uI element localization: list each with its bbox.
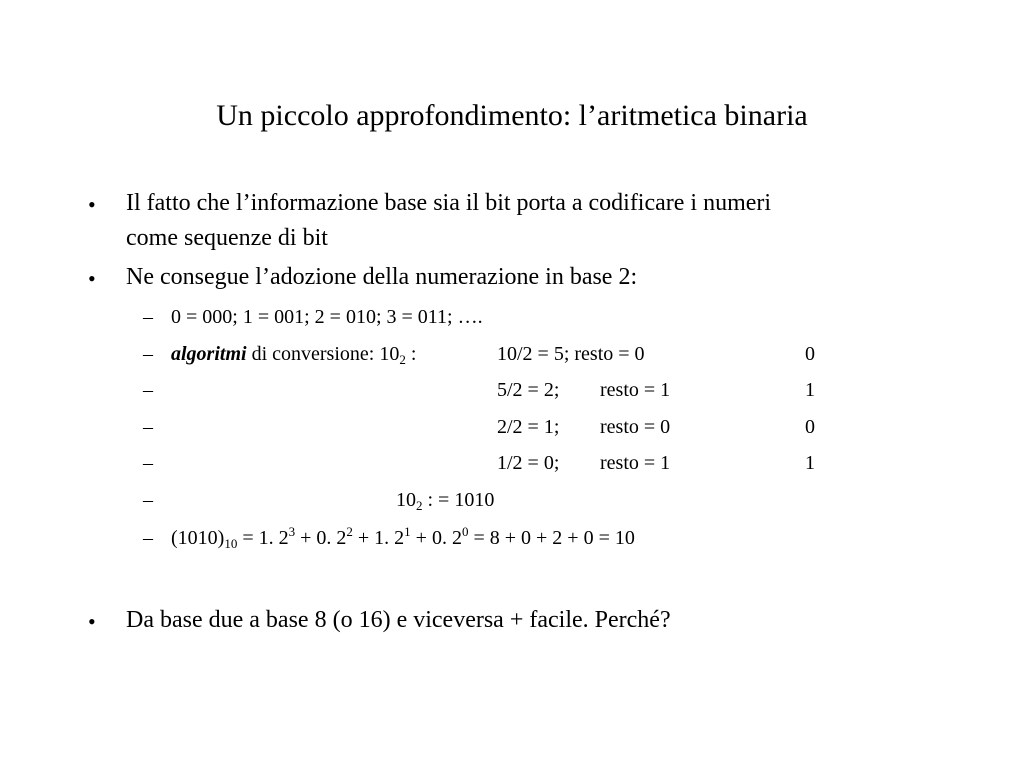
remainder-bit: 1 <box>805 379 815 401</box>
keyword-algoritmi: algoritmi <box>171 343 247 365</box>
term: = 8 + 0 + 2 + 0 = 10 <box>468 527 635 549</box>
colon: : <box>405 343 417 365</box>
remainder: resto = 1 <box>600 379 671 401</box>
base-number: 10 <box>396 489 416 511</box>
dash-marker: – <box>143 416 153 438</box>
division-step: 1/2 = 0; <box>497 452 560 474</box>
dash-marker: – <box>143 379 153 401</box>
exponent: 0 <box>461 524 469 539</box>
positional-expansion <box>171 524 635 552</box>
bullet-marker: • <box>88 192 96 217</box>
bullet-3-text: Da base due a base 8 (o 16) e viceversa + facile. Perché? <box>126 607 671 633</box>
division-step: 10/2 = 5; resto = 0 <box>497 343 645 365</box>
conversion-text: di conversione: 10 <box>246 343 400 365</box>
sub-item-conversion-label <box>171 340 416 368</box>
division-step: 2/2 = 1; <box>497 416 560 438</box>
remainder-bit: 1 <box>805 452 815 474</box>
sub-item-binary-examples: 0 = 000; 1 = 001; 2 = 010; 3 = 011; …. <box>171 306 483 328</box>
bullet-2-text: Ne consegue l’adozione della numerazione in base 2: <box>126 264 638 290</box>
remainder: resto = 0 <box>600 416 671 438</box>
bullet-marker: • <box>88 266 96 291</box>
term: = 1. 2 <box>237 527 289 549</box>
term: + 0. 2 <box>410 527 462 549</box>
remainder: resto = 1 <box>600 452 671 474</box>
dash-marker: – <box>143 489 153 511</box>
bullet-marker: • <box>88 609 96 634</box>
bullet-1-line-1: Il fatto che l’informazione base sia il bit porta a codificare i numeri <box>126 190 772 216</box>
conversion-result <box>396 486 494 514</box>
bullet-1-line-2: come sequenze di bit <box>126 225 328 251</box>
term: + 1. 2 <box>352 527 405 549</box>
subscript: 2 <box>416 498 423 513</box>
binary-number: (1010) <box>171 527 225 549</box>
exponent: 1 <box>404 524 411 539</box>
dash-marker: – <box>143 343 153 365</box>
term: + 0. 2 <box>295 527 347 549</box>
division-step: 5/2 = 2; <box>497 379 560 401</box>
subscript: 10 <box>224 536 238 551</box>
remainder-bit: 0 <box>805 416 815 438</box>
remainder-bit: 0 <box>805 343 815 365</box>
subscript: 2 <box>399 352 406 367</box>
exponent: 2 <box>346 524 353 539</box>
exponent: 3 <box>288 524 296 539</box>
slide-title: Un piccolo approfondimento: l’aritmetica binaria <box>216 99 808 132</box>
dash-marker: – <box>143 306 153 328</box>
dash-marker: – <box>143 452 153 474</box>
dash-marker: – <box>143 527 153 549</box>
result-value: : = 1010 <box>422 489 495 511</box>
